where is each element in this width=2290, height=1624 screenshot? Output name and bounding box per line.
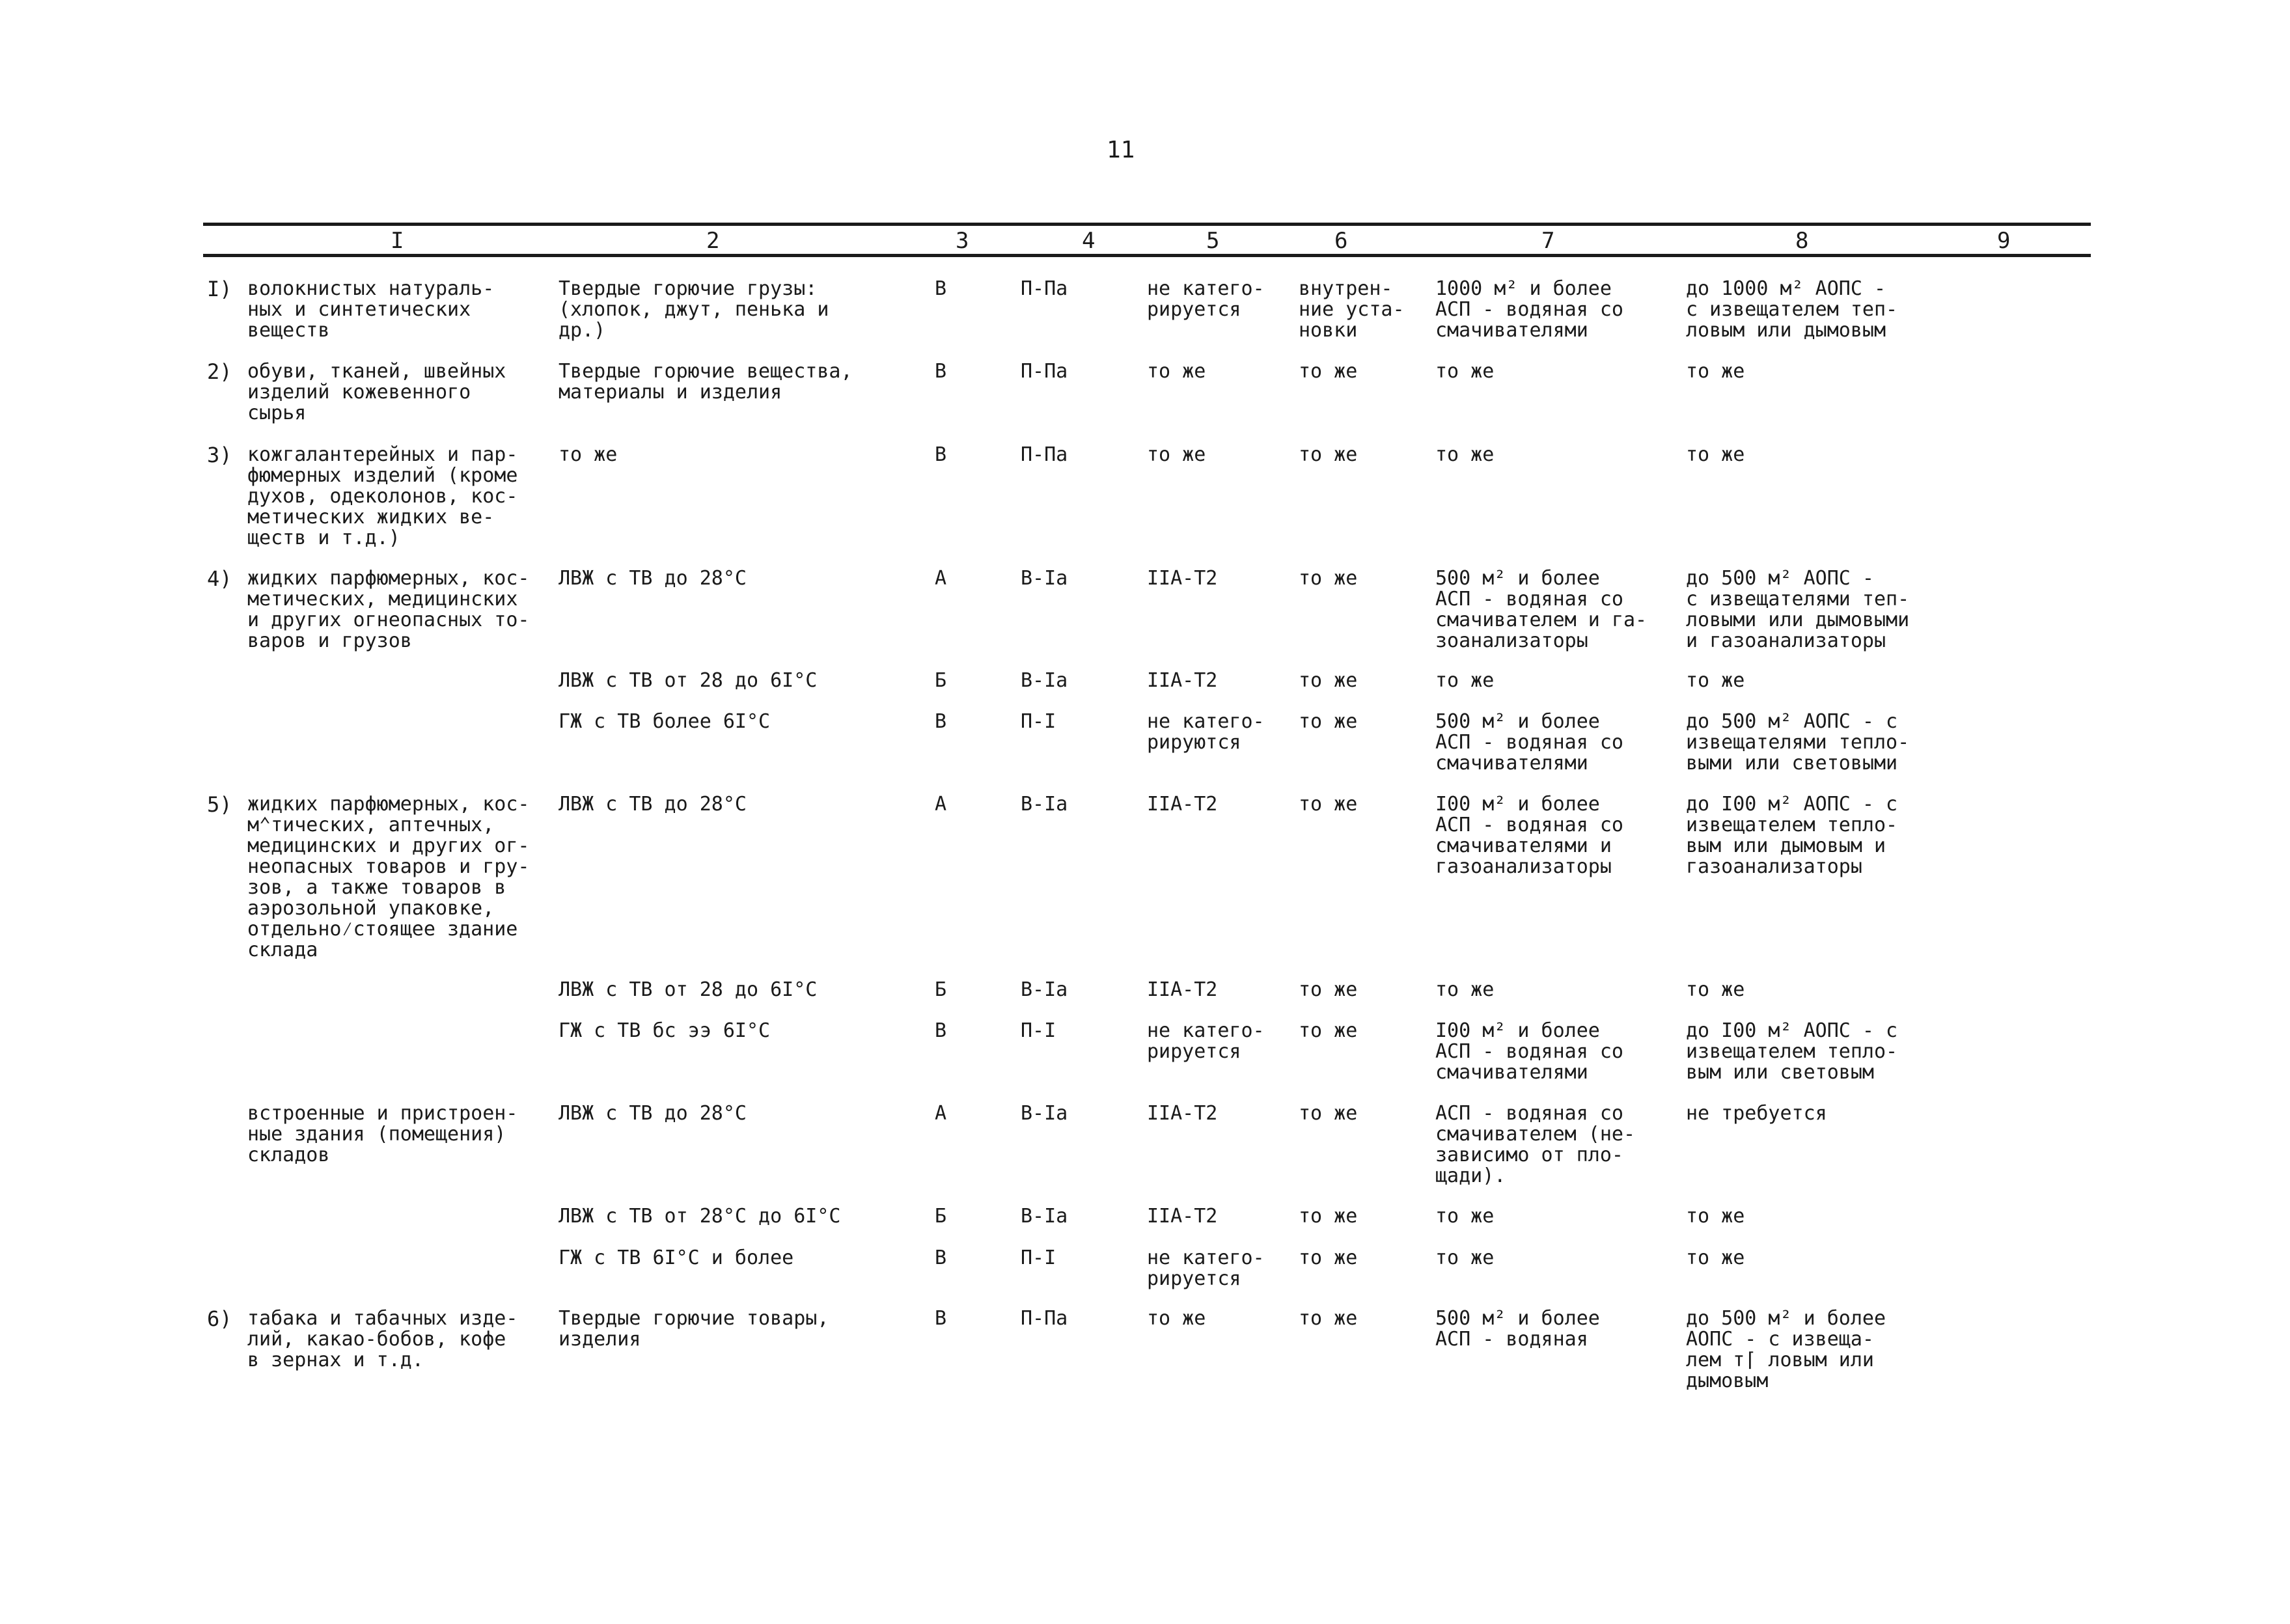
cell-col-3: В [935,360,947,383]
page-number: 11 [1107,137,1135,163]
cell-col-4: П-I [1021,1019,1056,1042]
cell-col-7: то же [1435,1246,1495,1269]
column-header-1: I [391,228,404,254]
column-header-5: 5 [1206,228,1220,254]
cell-col-5: то же [1147,1307,1206,1330]
cell-col-1: табака и табачных изде- лий, какао-бобов, кофе в зернах и т.д. [247,1307,518,1371]
cell-col-1: встроенные и пристроен- ные здания (помещения) складов [247,1102,518,1166]
cell-col-1: обуви, тканей, швейных изделий кожевенного сырья [247,360,506,424]
cell-col-1: жидких парфюмерных, кос- метических, медицинских и других огнеопасных то- варов и грузов [247,567,530,652]
cell-col-5: IIА-Т2 [1147,1102,1218,1125]
column-header-8: 8 [1795,228,1809,254]
cell-col-2: ЛВЖ с ТВ до 28°С [559,567,747,590]
cell-col-1: кожгалантерейных и пар- фюмерных изделий (кроме духов, одеколонов, кос- метических жидких ве- ществ и т.д.) [247,443,518,549]
cell-col-8: не требуется [1686,1102,1827,1125]
column-header-9: 9 [1997,228,2011,254]
cell-col-6: внутрен- ние уста- новки [1299,277,1405,342]
cell-col-2: ГЖ с ТВ 6I°С и более [559,1246,794,1269]
cell-col-7: 500 м² и более АСП - водяная [1435,1307,1600,1351]
cell-col-4: В-Iа [1021,669,1068,692]
cell-col-7: 500 м² и более АСП - водяная со смачивателями [1435,710,1623,775]
cell-col-5: не катего- рируется [1147,1246,1265,1290]
cell-col-2: то же [559,443,618,466]
cell-col-8: до 500 м² АОПС - с извещателями теп- ловыми или дымовыми и газоанализаторы [1686,567,1910,652]
cell-col-5: IIА-Т2 [1147,669,1218,692]
cell-col-3: Б [935,978,947,1001]
cell-col-7: I00 м² и более АСП - водяная со смачивателями [1435,1019,1623,1084]
cell-col-2: Твердые горючие грузы: (хлопок, джут, пенька и др.) [559,277,829,342]
cell-col-4: П-Па [1021,443,1068,466]
cell-col-6: то же [1299,1307,1358,1330]
cell-col-6: то же [1299,710,1358,733]
cell-col-5: то же [1147,360,1206,383]
cell-col-4: В-Iа [1021,978,1068,1001]
cell-col-2: Твердые горючие вещества, материалы и изделия [559,360,853,404]
cell-col-3: А [935,793,947,816]
cell-col-2: ЛВЖ с ТВ от 28 до 6I°С [559,669,818,692]
cell-col-7: то же [1435,443,1495,466]
cell-col-2: ЛВЖ с ТВ от 28 до 6I°С [559,978,818,1001]
cell-col-2: ГЖ с ТВ более 6I°С [559,710,771,733]
cell-col-5: IIА-Т2 [1147,1205,1218,1228]
column-header-7: 7 [1541,228,1555,254]
cell-col-7: то же [1435,360,1495,383]
cell-col-4: П-Па [1021,277,1068,300]
cell-col-3: В [935,1019,947,1042]
cell-col-8: то же [1686,978,1745,1001]
cell-col-5: не катего- рируется [1147,277,1265,321]
column-header-4: 4 [1082,228,1096,254]
cell-col-8: то же [1686,1205,1745,1228]
column-header-3: 3 [956,228,969,254]
cell-col-7: I00 м² и более АСП - водяная со смачивателями и газоанализаторы [1435,793,1623,878]
cell-col-4: В-Iа [1021,567,1068,590]
cell-col-5: не катего- рируется [1147,1019,1265,1063]
cell-col-4: П-Па [1021,1307,1068,1330]
cell-col-7: АСП - водяная со смачивателем (не- зависимо от пло- щади). [1435,1102,1636,1187]
cell-col-5: не катего- рируются [1147,710,1265,754]
cell-col-6: то же [1299,443,1358,466]
column-header-6: 6 [1334,228,1348,254]
cell-col-4: В-Iа [1021,1205,1068,1228]
cell-col-5: IIА-Т2 [1147,978,1218,1001]
cell-col-4: В-Iа [1021,1102,1068,1125]
row-number: 5) [207,792,232,817]
cell-col-3: Б [935,669,947,692]
row-number: I) [207,277,232,301]
row-number: 2) [207,359,232,384]
cell-col-6: то же [1299,669,1358,692]
cell-col-2: ЛВЖ с ТВ до 28°С [559,793,747,816]
table-header-rule [203,254,2091,257]
table-top-rule [203,223,2091,226]
cell-col-6: то же [1299,978,1358,1001]
cell-col-6: то же [1299,567,1358,590]
cell-col-3: В [935,443,947,466]
cell-col-8: то же [1686,443,1745,466]
cell-col-1: жидких парфюмерных, кос- м⌃тических, аптечных, медицинских и других ог- неопасных товаров и гру- зов, а также товаров в аэрозольной упаковке, отдельно⁄стоящее здание склада [247,793,530,961]
cell-col-3: В [935,1246,947,1269]
cell-col-8: то же [1686,669,1745,692]
cell-col-7: 500 м² и более АСП - водяная со смачивателем и га- зоанализаторы [1435,567,1648,652]
cell-col-8: то же [1686,1246,1745,1269]
cell-col-4: П-I [1021,710,1056,733]
cell-col-8: до 500 м² и более АОПС - с извеща- лем т⌈ ловым или дымовым [1686,1307,1886,1392]
column-header-2: 2 [706,228,720,254]
cell-col-6: то же [1299,1205,1358,1228]
cell-col-2: Твердые горючие товары, изделия [559,1307,829,1351]
cell-col-5: IIА-Т2 [1147,567,1218,590]
cell-col-6: то же [1299,1246,1358,1269]
cell-col-8: до I00 м² АОПС - с извещателем тепло- вым или дымовым и газоанализаторы [1686,793,1898,878]
row-number: 4) [207,566,232,591]
cell-col-6: то же [1299,360,1358,383]
cell-col-5: IIА-Т2 [1147,793,1218,816]
cell-col-7: то же [1435,669,1495,692]
cell-col-3: А [935,1102,947,1125]
cell-col-2: ЛВЖ с ТВ от 28°С до 6I°С [559,1205,841,1228]
cell-col-2: ГЖ с ТВ бс ээ 6I°С [559,1019,771,1042]
cell-col-6: то же [1299,1019,1358,1042]
cell-col-4: П-I [1021,1246,1056,1269]
cell-col-6: то же [1299,1102,1358,1125]
cell-col-8: до I00 м² АОПС - с извещателем тепло- вым или световым [1686,1019,1898,1084]
cell-col-4: В-Iа [1021,793,1068,816]
cell-col-7: 1000 м² и более АСП - водяная со смачивателями [1435,277,1623,342]
cell-col-1: волокнистых натураль- ных и синтетических веществ [247,277,495,342]
cell-col-3: Б [935,1205,947,1228]
cell-col-8: до 1000 м² АОПС - с извещателем теп- ловым или дымовым [1686,277,1898,342]
cell-col-6: то же [1299,793,1358,816]
cell-col-3: В [935,1307,947,1330]
cell-col-7: то же [1435,1205,1495,1228]
cell-col-7: то же [1435,978,1495,1001]
cell-col-4: П-Па [1021,360,1068,383]
cell-col-5: то же [1147,443,1206,466]
row-number: 6) [207,1306,232,1331]
cell-col-3: А [935,567,947,590]
cell-col-3: В [935,277,947,300]
cell-col-3: В [935,710,947,733]
row-number: 3) [207,443,232,467]
cell-col-8: до 500 м² АОПС - с извещателями тепло- выми или световыми [1686,710,1910,775]
cell-col-2: ЛВЖ с ТВ до 28°С [559,1102,747,1125]
cell-col-8: то же [1686,360,1745,383]
